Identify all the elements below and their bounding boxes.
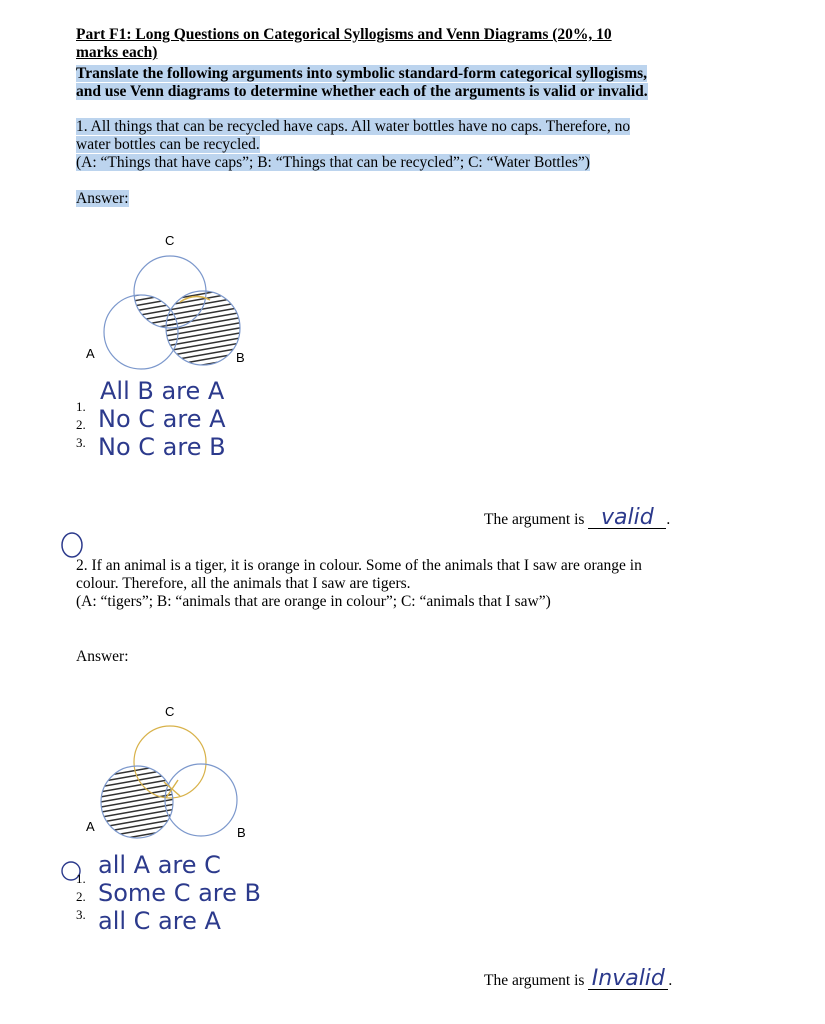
q2-venn-label-c: C — [165, 704, 175, 719]
q1-answer-label: Answer: — [76, 190, 129, 207]
q1-line-1: 1. All things that can be recycled have caps. All water bottles have no caps. Therefore, no — [76, 118, 631, 135]
question-2 — [76, 557, 716, 611]
q1-hand-step-2: No C are A — [98, 405, 226, 433]
q1-step-numbers: 1. 2. 3. — [76, 399, 86, 450]
q2-venn-diagram — [70, 700, 270, 850]
q1-line-3: (A: “Things that have caps”; B: “Things that can be recycled”; C: “Water Bottles”) — [76, 154, 590, 171]
title-line-1: Part F1: Long Questions on Categorical Syllogisms and Venn Diagrams (20%, 10 — [76, 26, 612, 43]
page-title — [76, 26, 676, 62]
q2-handwritten-steps — [98, 850, 261, 936]
q1-verdict: The argument is valid . — [484, 505, 671, 530]
q1-venn-label-c: C — [165, 233, 175, 248]
instruction-line-2: and use Venn diagrams to determine whether each of the arguments is valid or invalid. — [76, 83, 648, 100]
q2-answer-label: Answer: — [76, 648, 129, 665]
q1-venn-diagram — [70, 220, 270, 370]
question-1 — [76, 118, 716, 172]
q1-line-2: water bottles can be recycled. — [76, 136, 260, 153]
instructions — [76, 65, 676, 101]
q2-line-1: 2. If an animal is a tiger, it is orange in colour. Some of the animals that I saw are orange in — [76, 557, 642, 574]
q2-hand-step-1: all A are C — [98, 851, 221, 879]
q2-venn-label-a: A — [86, 819, 95, 834]
q1-venn-label-a: A — [86, 346, 95, 361]
q2-hand-step-3: all C are A — [98, 907, 221, 935]
q1-handwritten-steps — [98, 376, 226, 462]
q1-verdict-hand: valid — [588, 508, 666, 529]
q2-circle-b — [165, 764, 237, 836]
q2-hand-step-2: Some C are B — [98, 879, 261, 907]
q2-line-3: (A: “tigers”; B: “animals that are orange in colour”; C: “animals that I saw”) — [76, 593, 551, 610]
q1-hand-step-3: No C are B — [98, 433, 226, 461]
instruction-line-1: Translate the following arguments into symbolic standard-form categorical syllogisms, — [76, 65, 648, 82]
title-line-2: marks each) — [76, 44, 158, 61]
q2-venn-label-b: B — [237, 825, 246, 840]
q2-verdict-hand: Invalid — [588, 969, 668, 990]
q1-hand-step-1: All B are A — [100, 377, 225, 405]
q2-line-2: colour. Therefore, all the animals that I saw are tigers. — [76, 575, 411, 592]
q1-venn-label-b: B — [236, 350, 245, 365]
q2-circle-mark-icon — [60, 531, 84, 559]
q2-step-numbers: 1. 2. 3. — [76, 871, 86, 922]
q2-verdict: The argument is Invalid . — [484, 966, 673, 991]
